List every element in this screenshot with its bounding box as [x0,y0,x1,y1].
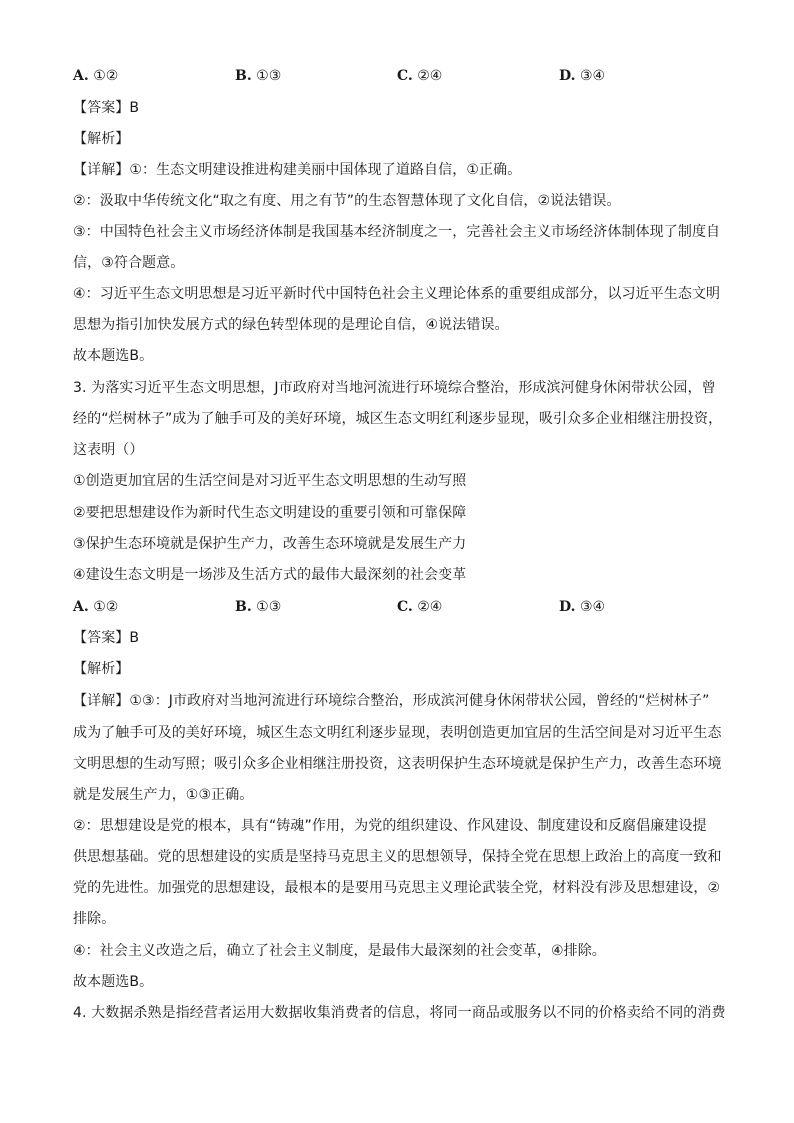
q3-option-c [397,597,442,617]
option-text: ①② [93,68,119,84]
q3-stem-line: 这表明（） [73,442,144,458]
option-label: C. [397,68,413,84]
q2-option-b [235,66,281,86]
option-label: C. [397,599,413,615]
option-label: B. [235,68,252,84]
q3-detail-line: 供思想基础。党的思想建设的实质是坚持马克思主义的思想领导，保持全党在思想上政治上的高度一致和 [73,849,722,865]
q2-detail-line: 【详解】①：生态文明建设推进构建美丽中国体现了道路自信，①正确。 [73,162,522,178]
option-text: ①③ [256,599,282,615]
option-text: ②④ [417,68,443,84]
option-text: ①② [93,599,119,615]
option-label: D. [559,599,576,615]
option-text: ①③ [256,68,282,84]
q2-detail-line: ④：习近平生态文明思想是习近平新时代中国特色社会主义理论体系的重要组成部分，以习近平生态文明 [73,286,721,302]
q3-analysis-heading: 【解析】 [73,661,130,677]
option-text: ③④ [579,68,606,84]
q3-detail-line: ④：社会主义改造之后，确立了社会主义制度，是最伟大最深刻的社会变革，④排除。 [73,943,606,959]
option-label: A. [73,599,89,615]
q3-stem-line: 3. 为落实习近平生态文明思想，J市政府对当地河流进行环境综合整治，形成滨河健身休闲带状公园，曾 [73,380,716,396]
q3-detail-line: 排除。 [73,911,116,927]
q3-statement: ②要把思想建设作为新时代生态文明建设的重要引领和可靠保障 [73,505,467,521]
q3-conclusion: 故本题选B。 [73,974,154,990]
q3-statement: ③保护生态环境就是保护生产力，改善生态环境就是发展生产力 [73,536,467,552]
q2-option-a [73,66,118,86]
q2-answer: 【答案】B [73,100,140,116]
q2-detail-line: ③：中国特色社会主义市场经济体制是我国基本经济制度之一，完善社会主义市场经济体制体现了制度自 [73,224,721,240]
q3-detail-line: 【详解】①③：J市政府对当地河流进行环境综合整治，形成滨河健身休闲带状公园，曾经的“烂树林子” [73,693,710,709]
q2-detail-line: ②：汲取中华传统文化“取之有度、用之有节”的生态智慧体现了文化自信，②说法错误。 [73,193,621,209]
q3-detail-line: 文明思想的生动写照；吸引众多企业相继注册投资，这表明保护生态环境就是保护生产力，改善生态环境 [73,756,722,772]
q3-detail-line: ②：思想建设是党的根本，具有“铸魂”作用，为党的组织建设、作风建设、制度建设和反腐倡廉建设提 [73,818,707,834]
q2-option-c [397,66,442,86]
q3-detail-line: 就是发展生产力，①③正确。 [73,787,254,803]
q3-detail-line: 成为了触手可及的美好环境，城区生态文明红利逐步显现，表明创造更加宜居的生活空间是对习近平生态 [73,725,722,741]
q3-answer: 【答案】B [73,630,140,646]
q3-option-d [559,597,605,617]
q2-detail-line: 思想为指引加快发展方式的绿色转型体现的是理论自信，④说法错误。 [73,317,509,333]
q3-option-b [235,597,281,617]
option-text: ②④ [417,599,443,615]
q2-analysis-heading: 【解析】 [73,131,130,147]
option-label: B. [235,599,252,615]
q2-conclusion: 故本题选B。 [73,348,154,364]
q2-detail-line: 信，③符合题意。 [73,255,185,271]
q3-statement: ①创造更加宜居的生活空间是对习近平生态文明思想的生动写照 [73,473,467,489]
option-text: ③④ [579,599,606,615]
q3-detail-line: 党的先进性。加强党的思想建设，最根本的是要用马克思主义理论武装全党，材料没有涉及思想建设，② [73,880,721,896]
q2-option-d [559,66,605,86]
option-label: D. [559,68,576,84]
option-label: A. [73,68,89,84]
q3-stem-line: 经的“烂树林子”成为了触手可及的美好环境，城区生态文明红利逐步显现，吸引众多企业相继注册投资， [73,411,723,427]
q3-statement: ④建设生态文明是一场涉及生活方式的最伟大最深刻的社会变革 [73,567,467,583]
q4-stem-line: 4. 大数据杀熟是指经营者运用大数据收集消费者的信息，将同一商品或服务以不同的价格卖给不同的消费 [73,1005,726,1021]
q3-option-a [73,597,118,617]
